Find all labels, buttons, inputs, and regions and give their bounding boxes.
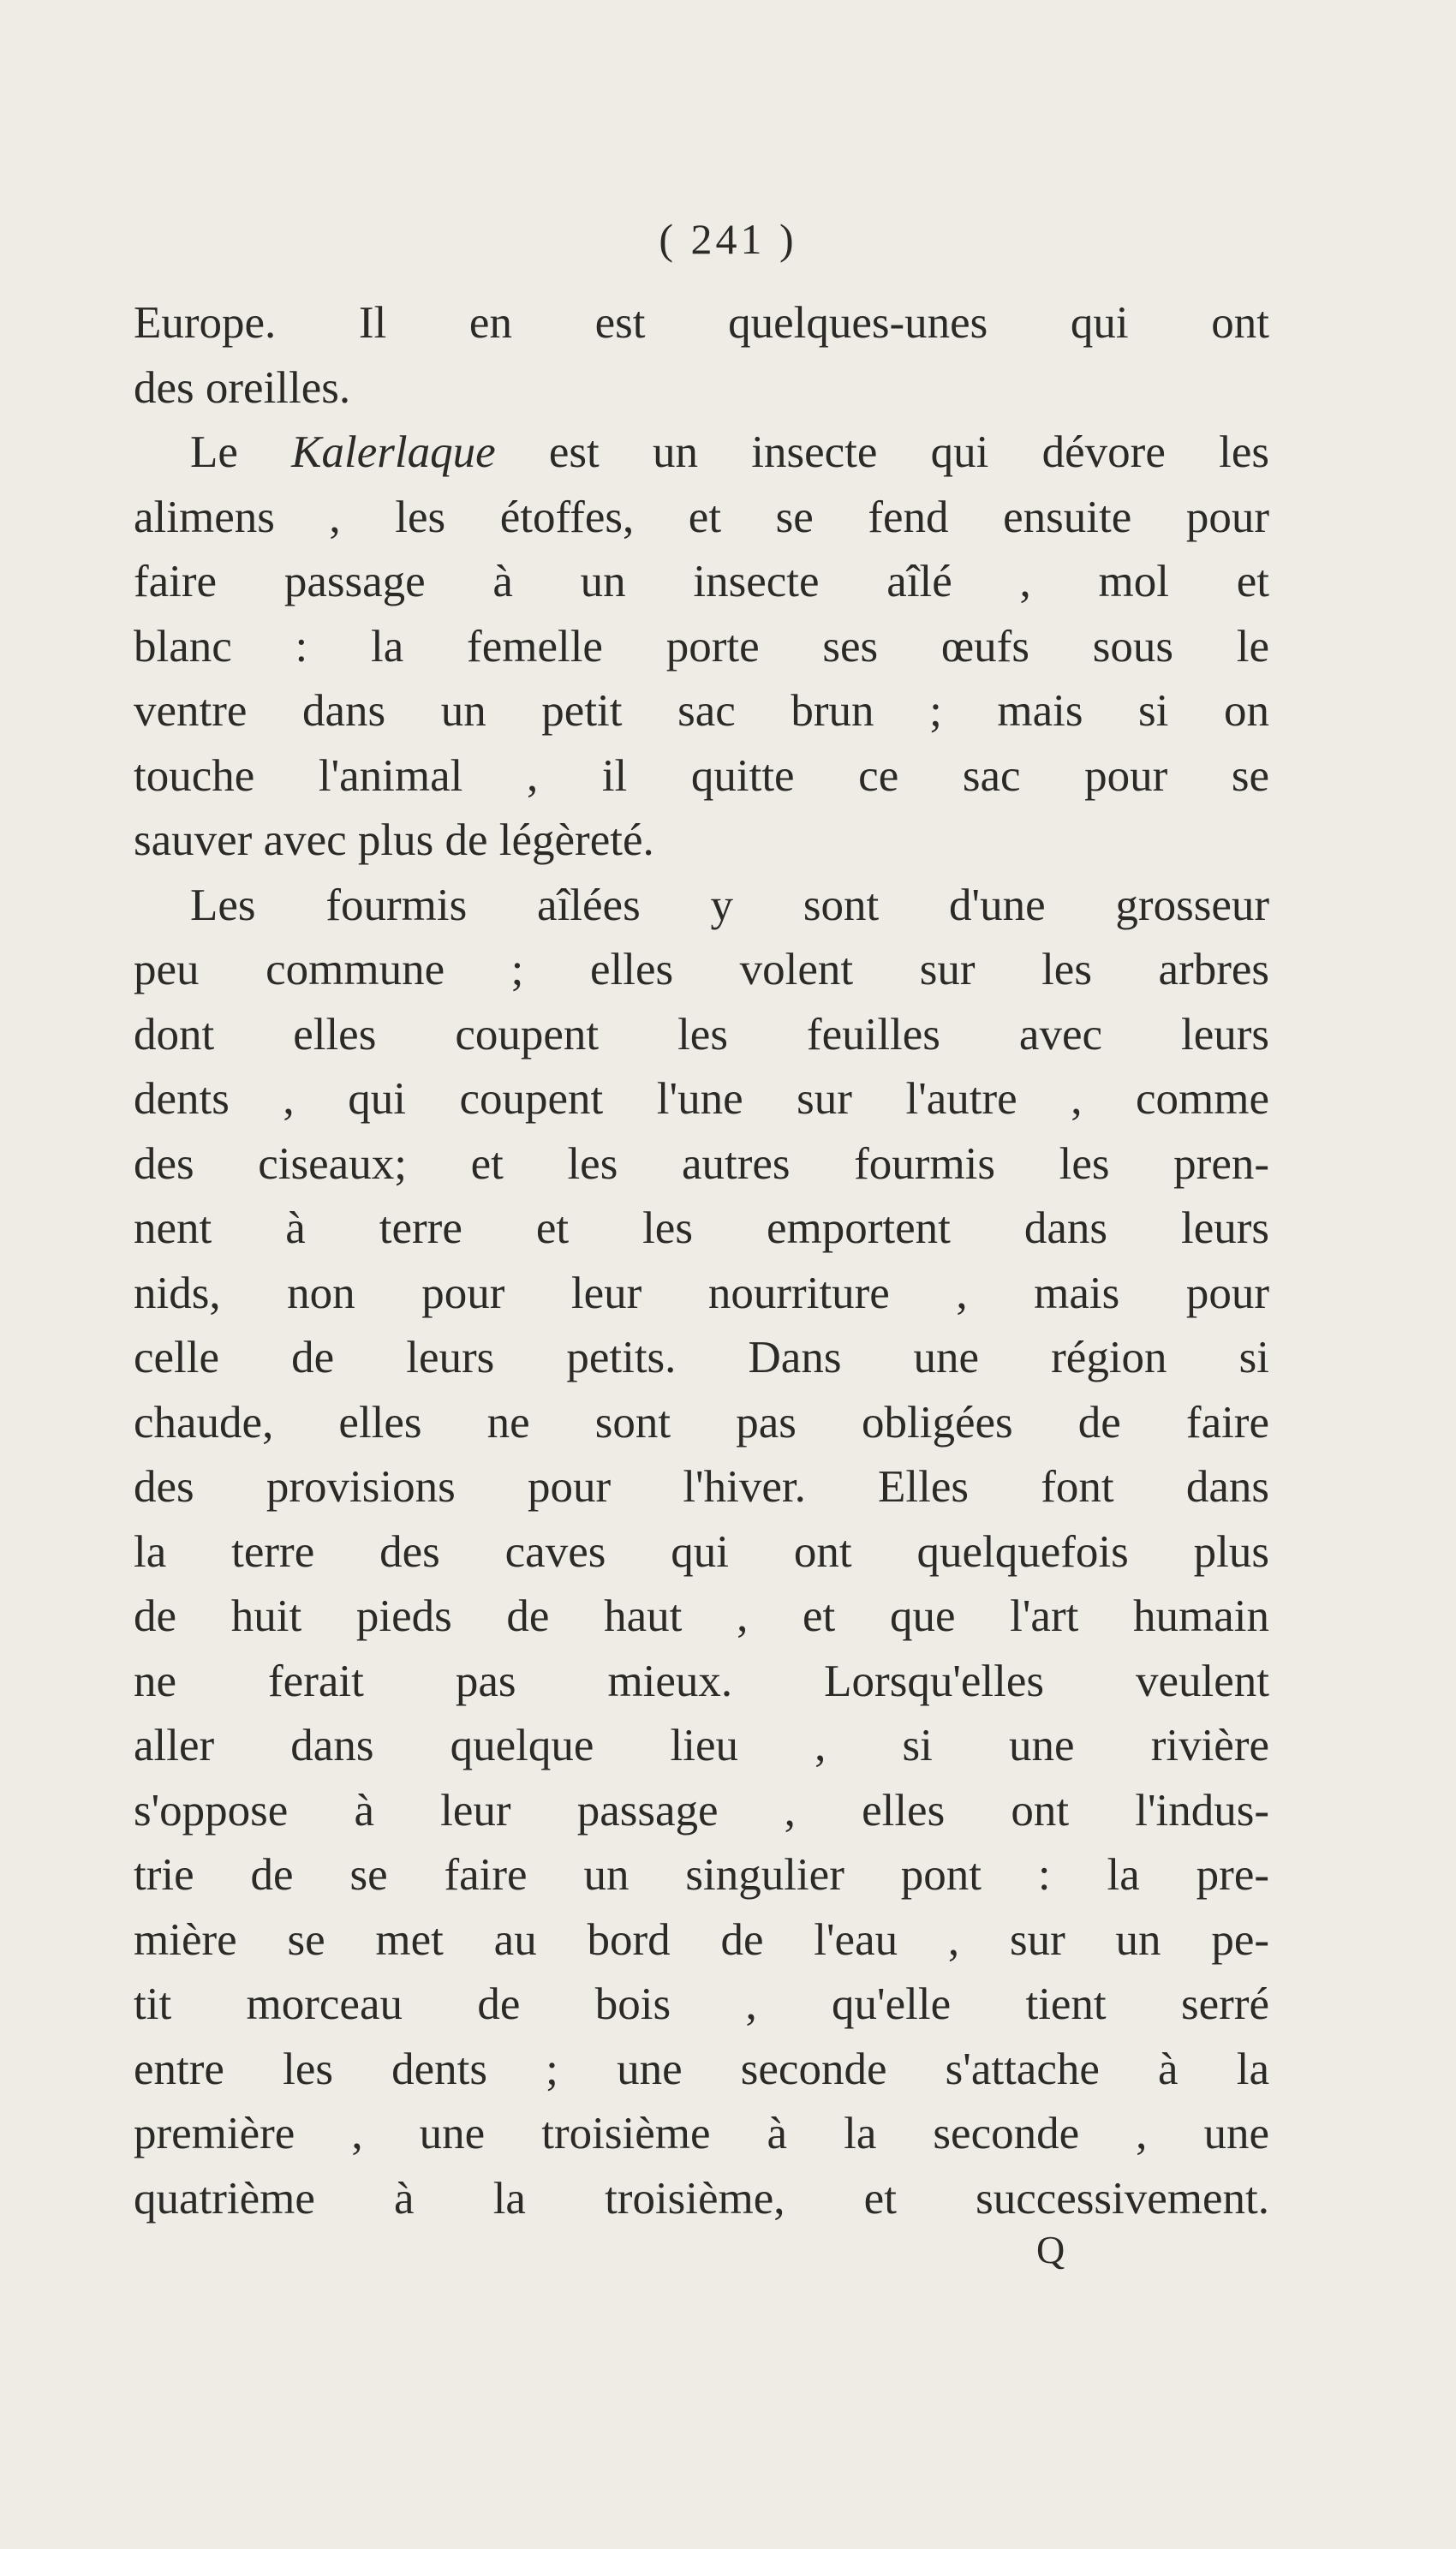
text-line: peu commune ; elles volent sur les arbres bbox=[134, 945, 1269, 994]
text-line: des ciseaux; et les autres fourmis les pren- bbox=[134, 1138, 1269, 1189]
signature-mark: Q bbox=[1036, 2228, 1065, 2271]
text-line: ventre dans un petit sac brun ; mais si on bbox=[134, 686, 1269, 736]
text-line: s'oppose à leur passage , elles ont l'indus- bbox=[134, 1785, 1269, 1836]
text-line: sauver avec plus de légèreté. bbox=[134, 815, 654, 865]
text-line: celle de leurs petits. Dans une région si bbox=[134, 1333, 1269, 1382]
page-body-text bbox=[134, 291, 1269, 2231]
text-line: dont elles coupent les feuilles avec leurs bbox=[134, 1009, 1269, 1060]
text-line: première , une troisième à la seconde , une bbox=[134, 2109, 1269, 2158]
text-line: des oreilles. bbox=[134, 362, 351, 413]
text-line: la terre des caves qui ont quelquefois plus bbox=[134, 1526, 1269, 1577]
text-line: blanc : la femelle porte ses œufs sous le bbox=[134, 621, 1269, 672]
text-line: nids, non pour leur nourriture , mais pour bbox=[134, 1268, 1269, 1318]
italic-term: Kalerlaque bbox=[291, 427, 496, 477]
text-line: trie de se faire un singulier pont : la pre- bbox=[134, 1850, 1269, 1900]
text-line bbox=[134, 421, 1269, 486]
text-line: tit morceau de bois , qu'elle tient serré bbox=[134, 1979, 1269, 2029]
text-line: des provisions pour l'hiver. Elles font dans bbox=[134, 1462, 1269, 1512]
text-line: alimens , les étoffes, et se fend ensuite pour bbox=[134, 492, 1269, 542]
text-line: Les fourmis aîlées y sont d'une grosseur bbox=[190, 880, 1269, 930]
page-number-header: ( 241 ) bbox=[659, 215, 797, 263]
text-span: est un insecte qui dévore les bbox=[495, 427, 1269, 477]
text-line: chaude, elles ne sont pas obligées de faire bbox=[134, 1397, 1269, 1448]
text-line: touche l'animal , il quitte ce sac pour se bbox=[134, 750, 1269, 801]
text-line: faire passage à un insecte aîlé , mol et bbox=[134, 557, 1269, 606]
text-line: quatrième à la troisième, et successivement. bbox=[134, 2173, 1269, 2224]
text-line: entre les dents ; une seconde s'attache à la bbox=[134, 2044, 1269, 2094]
text-line: mière se met au bord de l'eau , sur un pe- bbox=[134, 1914, 1269, 1965]
text-line: de huit pieds de haut , et que l'art humain bbox=[134, 1591, 1269, 1641]
text-line: Europe. Il en est quelques-unes qui ont bbox=[134, 298, 1269, 348]
text-line: dents , qui coupent l'une sur l'autre , comme bbox=[134, 1074, 1269, 1124]
text-line: nent à terre et les emportent dans leurs bbox=[134, 1203, 1269, 1253]
text-line: ne ferait pas mieux. Lorsqu'elles veulent bbox=[134, 1656, 1269, 1706]
text-line: aller dans quelque lieu , si une rivière bbox=[134, 1721, 1269, 1770]
text-span: Le bbox=[190, 427, 292, 477]
